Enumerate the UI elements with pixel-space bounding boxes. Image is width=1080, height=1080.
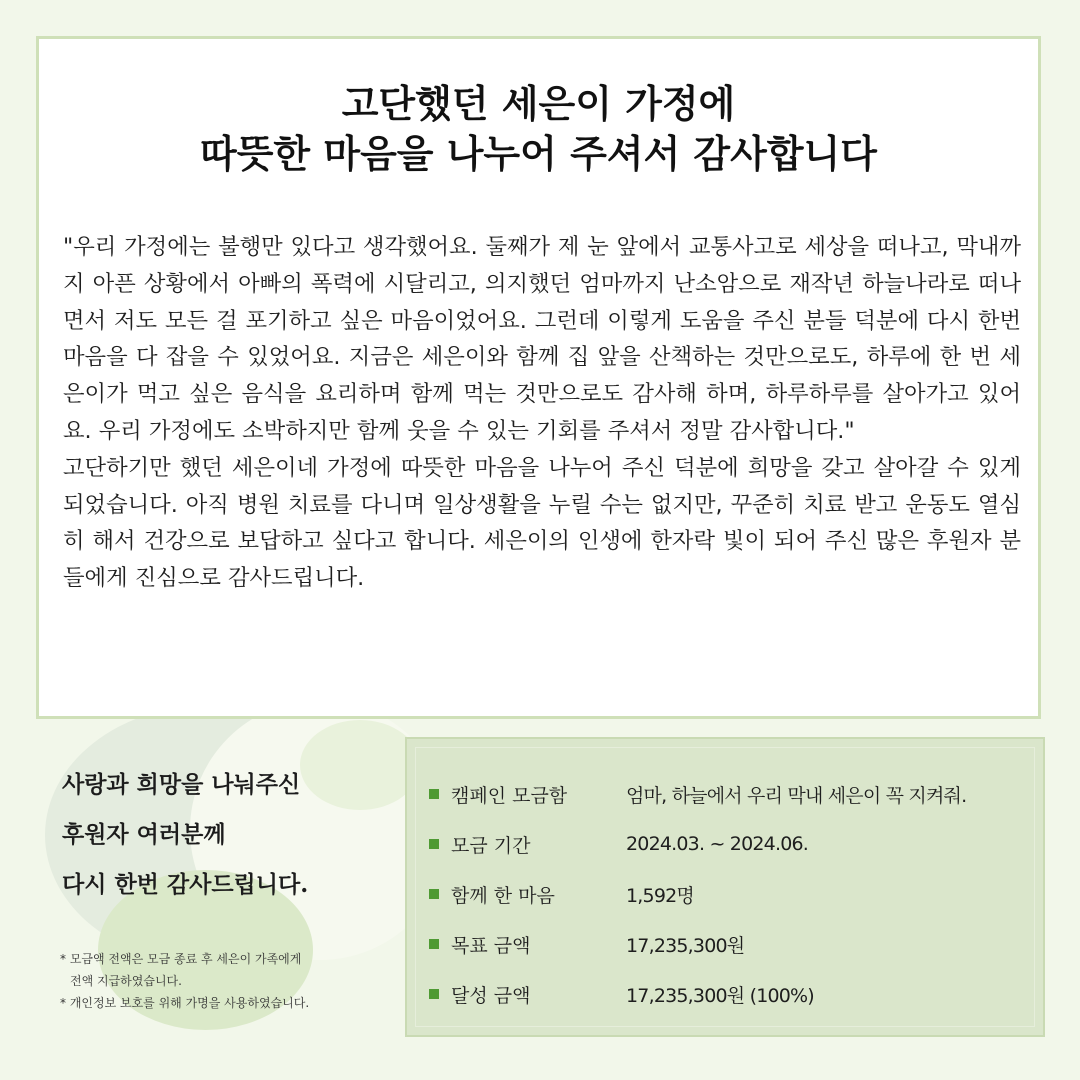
story-quote: "우리 가정에는 불행만 있다고 생각했어요. 둘째가 제 눈 앞에서 교통사고로 세상을 떠나고, 막내까지 아픈 상황에서 아빠의 폭력에 시달리고, 의지했던 엄마까지 난소암으로 재작년 하늘나라로 떠나면서 저도 모든 걸 포기하고 싶은 마음이었어요. 그런데 이렇게 도움을 주신 분들 덕분에 다시 한번 마음을 다 잡을 수 있었어요. 지금은 세은이와 함께 집 앞을 산책하는 것만으로도, 하루에 한 번 세은이가 먹고 싶은 음식을 요리하며 함께 먹는 것만으로도 감사해 하며, 하루하루를 살아가고 있어요. 우리 가정에도 소박하지만 함께 웃을 수 있는 기회를 주셔서 정말 감사합니다." — [63, 234, 1021, 444]
thanks-line-3: 다시 한번 감사드립니다. — [62, 871, 309, 898]
title-line-1: 고단했던 세은이 가정에 — [341, 82, 736, 126]
square-bullet-icon — [429, 839, 439, 849]
info-row-goal — [429, 919, 1029, 969]
square-bullet-icon — [429, 939, 439, 949]
info-label: 함께 한 마음 — [451, 884, 555, 907]
info-row-campaign — [429, 769, 1029, 819]
square-bullet-icon — [429, 789, 439, 799]
note-privacy: * 개인정보 보호를 위해 가명을 사용하였습니다. — [60, 996, 310, 1010]
info-label: 모금 기간 — [451, 834, 531, 857]
campaign-info-panel — [405, 737, 1045, 1037]
info-row-donors — [429, 869, 1029, 919]
info-label: 캠페인 모금함 — [451, 784, 568, 807]
info-value: 2024.03. ~ 2024.06. — [626, 833, 809, 855]
info-value: 17,235,300원 (100%) — [626, 984, 814, 1007]
info-value: 1,592명 — [626, 884, 694, 907]
square-bullet-icon — [429, 989, 439, 999]
square-bullet-icon — [429, 889, 439, 899]
info-value: 17,235,300원 — [626, 934, 745, 957]
info-row-period — [429, 819, 1029, 869]
story-closing: 고단하기만 했던 세은이네 가정에 따뜻한 마음을 나누어 주신 덕분에 희망을 갖고 살아갈 수 있게 되었습니다. 아직 병원 치료를 다니며 일상생활을 누릴 수는 없지만, 꾸준히 치료 받고 운동도 열심히 해서 건강으로 보답하고 싶다고 합니다. 세은이의 인생에 한자락 빛이 되어 주신 많은 후원자 분들에게 진심으로 감사드립니다. — [63, 454, 1021, 592]
footnotes — [60, 948, 420, 1014]
thanks-line-1: 사랑과 희망을 나눠주신 — [62, 771, 301, 798]
note-donation-a: * 모금액 전액은 모금 종료 후 세은이 가족에게 — [60, 952, 302, 966]
story-body — [63, 229, 1021, 597]
info-row-achieved — [429, 969, 1029, 1019]
thanks-line-2: 후원자 여러분께 — [62, 821, 226, 848]
note-donation-b: 전액 지급하였습니다. — [70, 974, 182, 988]
info-label: 목표 금액 — [451, 934, 531, 957]
info-label: 달성 금액 — [451, 984, 531, 1007]
title-line-2: 따뜻한 마음을 나누어 주셔서 감사합니다 — [200, 132, 877, 176]
page-title — [39, 79, 1038, 179]
campaign-info-list — [429, 769, 1029, 1019]
story-card — [36, 36, 1041, 719]
thanks-message — [62, 760, 392, 910]
info-value: 엄마, 하늘에서 우리 막내 세은이 꼭 지켜줘. — [626, 784, 967, 807]
